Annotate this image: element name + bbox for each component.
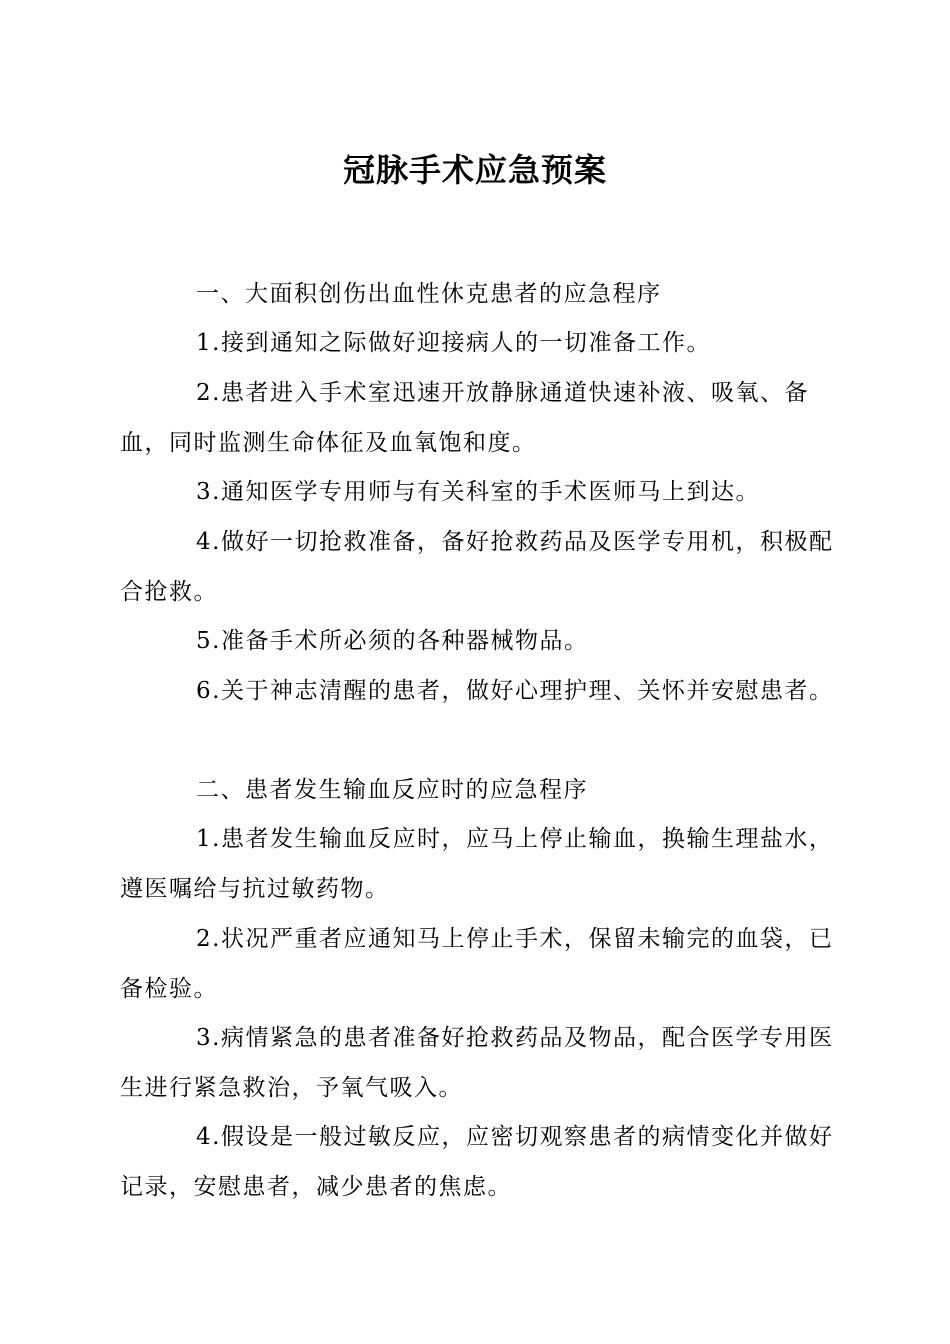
- section2-item-2: 2.状况严重者应通知马上停止手术，保留未输完的血袋，已备检验。: [120, 926, 834, 1002]
- section1-item-5: 5.准备手术所必须的各种器械物品。: [196, 628, 589, 654]
- section1-heading: 一、大面积创伤出血性休克患者的应急程序: [196, 281, 662, 307]
- section1-item-4: 4.做好一切抢救准备，备好抢救药品及医学专用机，积极配合抢救。: [120, 529, 834, 605]
- section1-item-2: 2.患者进入手术室迅速开放静脉通道快速补液、吸氧、备血，同时监测生命体征及血氧饱和度。: [120, 380, 809, 456]
- section1-item-3: 3.通知医学专用师与有关科室的手术医师马上到达。: [196, 479, 760, 505]
- section1-item-6: 6.关于神志清醒的患者，做好心理护理、关怀并安慰患者。: [196, 678, 834, 704]
- section2-item-1: 1.患者发生输血反应时，应马上停止输血，换输生理盐水，遵医嘱给与抗过敏药物。: [120, 826, 834, 902]
- section2-item-3: 3.病情紧急的患者准备好抢救药品及物品，配合医学专用医生进行紧急救治，予氧气吸入。: [120, 1025, 834, 1101]
- section2-heading: 二、患者发生输血反应时的应急程序: [196, 777, 588, 803]
- document-title: 冠脉手术应急预案: [342, 151, 607, 189]
- section1-item-1: 1.接到通知之际做好迎接病人的一切准备工作。: [196, 330, 711, 356]
- section2-item-4: 4.假设是一般过敏反应，应密切观察患者的病情变化并做好记录，安慰患者，减少患者的焦虑。: [120, 1124, 834, 1200]
